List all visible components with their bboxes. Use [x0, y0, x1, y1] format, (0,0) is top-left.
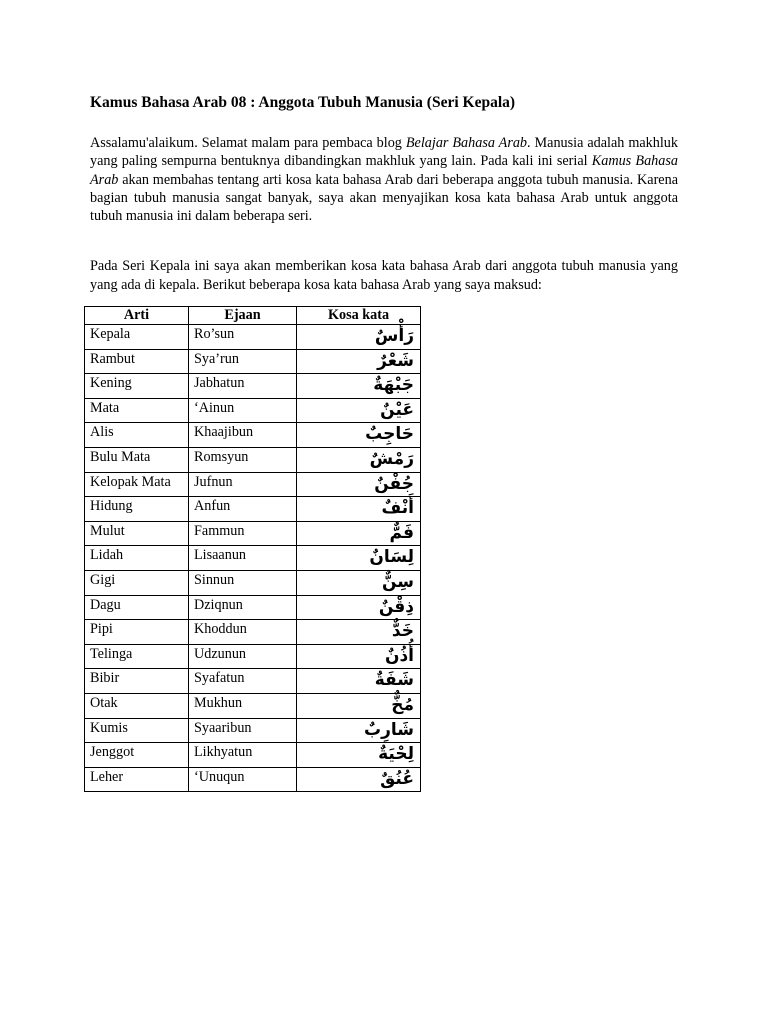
- arabic-word-cell: ذِقْنٌ: [297, 595, 421, 620]
- table-row: [85, 595, 421, 620]
- intro-text-2: . Manusia adalah makhluk yang paling sempurna bentuknya dibandingkan makhluk yang lain. Pada kali ini serial: [90, 135, 678, 170]
- arti-cell: Lidah: [85, 546, 189, 571]
- series-name: Kamus Bahasa Arab: [90, 153, 678, 188]
- arti-cell: Kumis: [85, 718, 189, 743]
- ejaan-cell: Mukhun: [189, 693, 297, 718]
- arti-cell: Alis: [85, 423, 189, 448]
- arti-cell: Bulu Mata: [85, 447, 189, 472]
- arti-cell: Otak: [85, 693, 189, 718]
- ejaan-cell: Likhyatun: [189, 743, 297, 768]
- ejaan-cell: Romsyun: [189, 447, 297, 472]
- arabic-word-cell: أُذُنٌ: [297, 644, 421, 669]
- table-row: [85, 472, 421, 497]
- blog-name: Belajar Bahasa Arab: [405, 135, 528, 151]
- arti-cell: Mulut: [85, 521, 189, 546]
- arabic-word-cell: لِحْيَةٌ: [297, 743, 421, 768]
- table-row: [85, 693, 421, 718]
- table-row: [85, 423, 421, 448]
- arti-cell: Pipi: [85, 620, 189, 645]
- arti-cell: Telinga: [85, 644, 189, 669]
- arti-cell: Bibir: [85, 669, 189, 694]
- arabic-word-cell: عُنُقٌ: [297, 767, 421, 792]
- table-row: [85, 570, 421, 595]
- ejaan-cell: Sya’run: [189, 349, 297, 374]
- arti-cell: Kening: [85, 374, 189, 399]
- arti-cell: Hidung: [85, 497, 189, 522]
- arti-cell: Kelopak Mata: [85, 472, 189, 497]
- table-header-row: [85, 307, 421, 325]
- intro-text-1: Assalamu'alaikum. Selamat malam para pembaca blog: [90, 135, 406, 151]
- ejaan-cell: Anfun: [189, 497, 297, 522]
- arabic-word-cell: رَمْشٌ: [297, 447, 421, 472]
- ejaan-cell: Khoddun: [189, 620, 297, 645]
- arti-cell: Mata: [85, 398, 189, 423]
- arti-cell: Rambut: [85, 349, 189, 374]
- arabic-word-cell: شَعْرٌ: [297, 349, 421, 374]
- ejaan-cell: Jabhatun: [189, 374, 297, 399]
- header-kosa-kata: Kosa kata: [297, 307, 421, 325]
- ejaan-cell: Lisaanun: [189, 546, 297, 571]
- arti-cell: Kepala: [85, 325, 189, 350]
- arabic-word-cell: شَارِبٌ: [297, 718, 421, 743]
- arabic-word-cell: عَيْنٌ: [297, 398, 421, 423]
- table-row: [85, 325, 421, 350]
- table-row: [85, 521, 421, 546]
- arabic-word-cell: مُخٌّ: [297, 693, 421, 718]
- table-row: [85, 644, 421, 669]
- ejaan-cell: Syafatun: [189, 669, 297, 694]
- table-row: [85, 497, 421, 522]
- arabic-word-cell: فَمٌّ: [297, 521, 421, 546]
- table-row: [85, 398, 421, 423]
- series-paragraph: Pada Seri Kepala ini saya akan memberikan kosa kata bahasa Arab dari anggota tubuh manusia yang yang ada di kepala. Berikut beberapa kosa kata bahasa Arab yang saya maksud:: [90, 258, 678, 293]
- arti-cell: Leher: [85, 767, 189, 792]
- arabic-word-cell: حَاجِبٌ: [297, 423, 421, 448]
- arti-cell: Gigi: [85, 570, 189, 595]
- ejaan-cell: Syaaribun: [189, 718, 297, 743]
- ejaan-cell: Udzunun: [189, 644, 297, 669]
- header-ejaan: Ejaan: [189, 307, 297, 325]
- ejaan-cell: ‘Ainun: [189, 398, 297, 423]
- table-row: [85, 447, 421, 472]
- arti-cell: Jenggot: [85, 743, 189, 768]
- table-row: [85, 767, 421, 792]
- arabic-word-cell: جَبْهَةٌ: [297, 374, 421, 399]
- intro-text-3: akan membahas tentang arti kosa kata bahasa Arab dari beberapa anggota tubuh manusia. Karena bagian tubuh manusia sangat banyak, saya akan menyajikan kosa kata bahasa Arab untuk anggota tubuh manusia ini dalam beberapa seri.: [90, 171, 678, 225]
- arabic-word-cell: رَأْسٌ: [297, 325, 421, 350]
- article-title: Kamus Bahasa Arab 08 : Anggota Tubuh Manusia (Seri Kepala): [90, 94, 516, 111]
- ejaan-cell: Sinnun: [189, 570, 297, 595]
- arabic-word-cell: أَنْفٌ: [297, 497, 421, 522]
- table-row: [85, 349, 421, 374]
- ejaan-cell: Fammun: [189, 521, 297, 546]
- header-arti: Arti: [85, 307, 189, 325]
- arabic-word-cell: خَدٌّ: [297, 620, 421, 645]
- ejaan-cell: Jufnun: [189, 472, 297, 497]
- table-body: [85, 325, 421, 792]
- intro-paragraph: [90, 134, 678, 225]
- article: [90, 93, 678, 314]
- table-row: [85, 669, 421, 694]
- table-row: [85, 620, 421, 645]
- arabic-word-cell: لِسَانٌ: [297, 546, 421, 571]
- arti-cell: Dagu: [85, 595, 189, 620]
- table-row: [85, 718, 421, 743]
- ejaan-cell: Dziqnun: [189, 595, 297, 620]
- arabic-word-cell: جُفْنٌ: [297, 472, 421, 497]
- table-row: [85, 743, 421, 768]
- ejaan-cell: Ro’sun: [189, 325, 297, 350]
- table-row: [85, 546, 421, 571]
- arabic-word-cell: سِنٌّ: [297, 570, 421, 595]
- vocabulary-table: [84, 306, 421, 792]
- ejaan-cell: ‘Unuqun: [189, 767, 297, 792]
- table-row: [85, 374, 421, 399]
- arabic-word-cell: شَفَةٌ: [297, 669, 421, 694]
- ejaan-cell: Khaajibun: [189, 423, 297, 448]
